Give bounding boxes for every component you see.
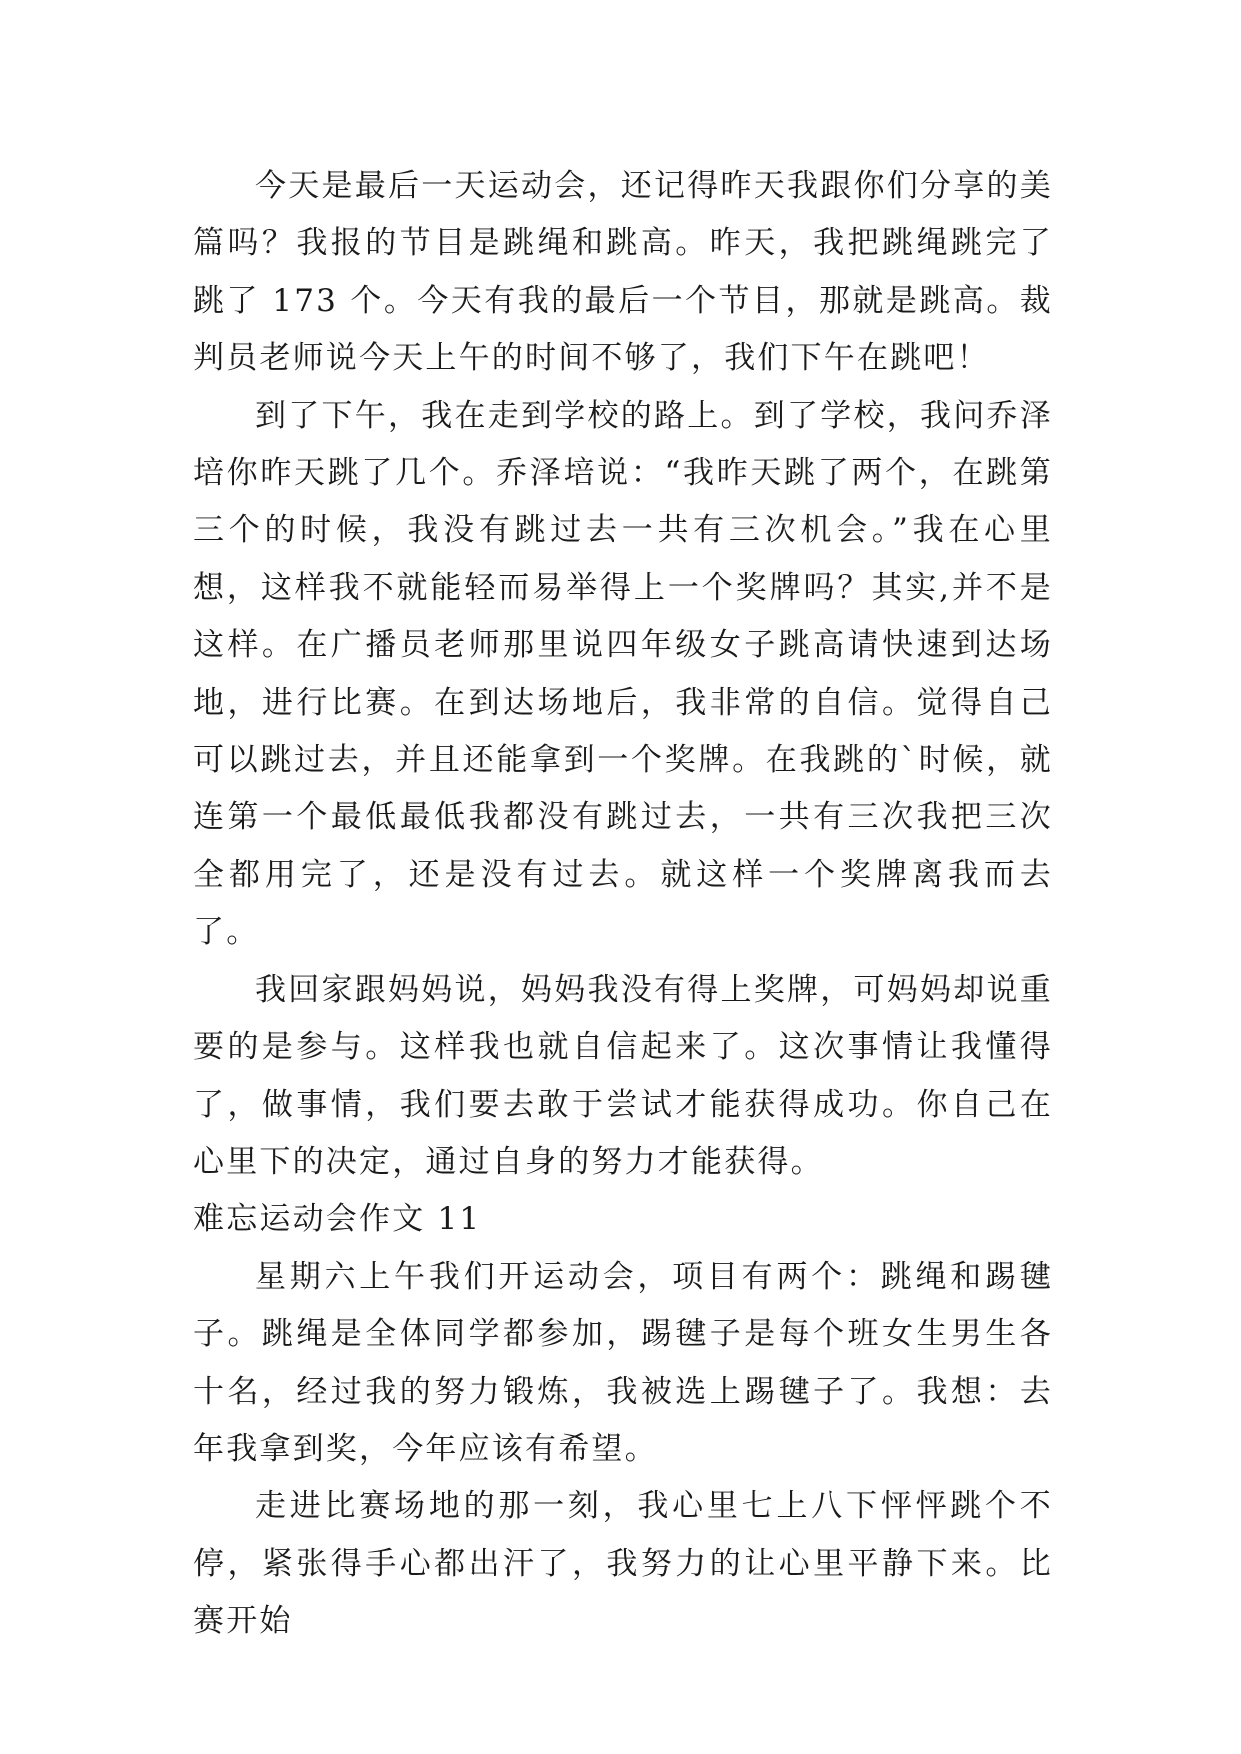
- section-title: 难忘运动会作文 11: [193, 1201, 482, 1238]
- document-body: [193, 158, 1053, 1651]
- paragraph-home: 我回家跟妈妈说，妈妈我没有得上奖牌，可妈妈却说重要的是参与。这样我也就自信起来了。这次事情让我懂得了，做事情，我们要去敢于尝试才能获得成功。你自己在心里下的决定，通过自身的努力才能获得。: [193, 971, 1053, 1180]
- paragraph-saturday: 星期六上午我们开运动会，项目有两个：跳绳和踢毽子。跳绳是全体同学都参加，踢毽子是每个班女生男生各十名，经过我的努力锻炼，我被选上踢毽子了。我想：去年我拿到奖，今年应该有希望。: [193, 1258, 1053, 1467]
- paragraph-afternoon: 到了下午，我在走到学校的路上。到了学校，我问乔泽培你昨天跳了几个。乔泽培说：“我昨天跳了两个，在跳第三个的时候，我没有跳过去一共有三次机会。”我在心里想，这样我不就能轻而易举得上一个奖牌吗？其实,并不是这样。在广播员老师那里说四年级女子跳高请快速到达场地，进行比赛。在到达场地后，我非常的自信。觉得自己可以跳过去，并且还能拿到一个奖牌。在我跳的`时候，就连第一个最低最低我都没有跳过去，一共有三次我把三次全都用完了，还是没有过去。就这样一个奖牌离我而去了。: [193, 397, 1053, 951]
- paragraph-last-day: 今天是最后一天运动会，还记得昨天我跟你们分享的美篇吗？我报的节目是跳绳和跳高。昨天，我把跳绳跳完了跳了 173 个。今天有我的最后一个节目，那就是跳高。裁判员老师说今天上午的时间不够了，我们下午在跳吧！: [193, 168, 1053, 377]
- paragraph-entering-venue: 走进比赛场地的那一刻，我心里七上八下怦怦跳个不停，紧张得手心都出汗了，我努力的让心里平静下来。比赛开始: [193, 1488, 1053, 1640]
